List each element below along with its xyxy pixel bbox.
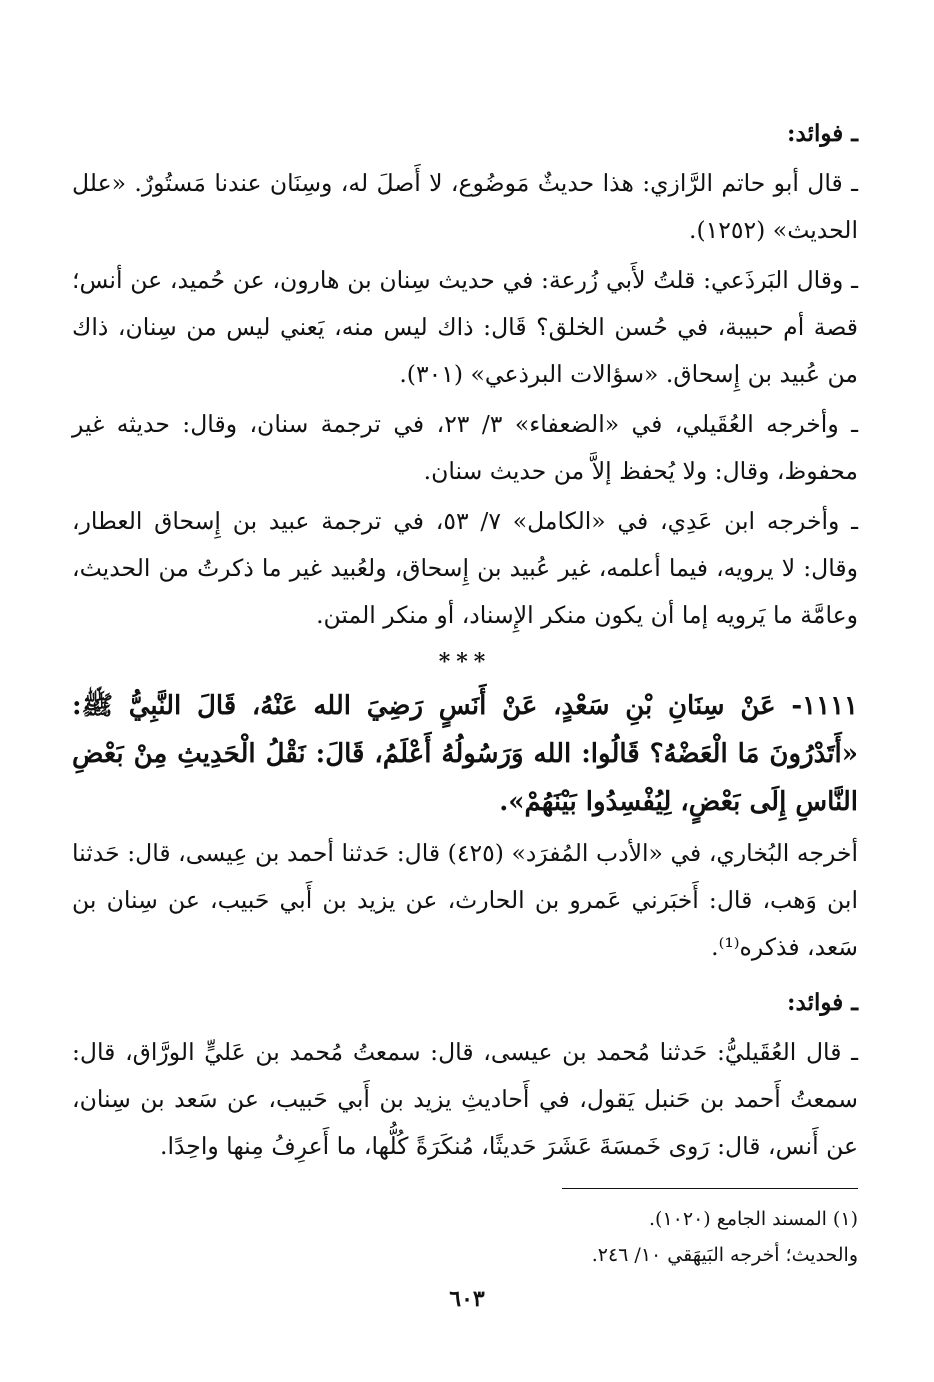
hadith-text: ١١١١- عَنْ سِنَانِ بْنِ سَعْدٍ، عَنْ أَنَسٍ رَضِيَ الله عَنْهُ، قَالَ النَّبِيُّ ﷺ: «أَتَدْرُونَ مَا الْعَضْهُ؟ قَالُوا: الله وَرَسُولُهُ أَعْلَمُ، قَالَ: نَقْلُ الْحَدِيثِ مِنْ بَعْضِ النَّاسِ إِلَى بَعْضٍ، لِيُفْسِدُوا بَيْنَهُمْ».	[72, 691, 858, 817]
footnote-item: (١) المسند الجامع (١٠٢٠).	[649, 1208, 858, 1230]
fawaid-paragraph: ـ قال أبو حاتم الرَّازي: هذا حديثٌ مَوضُوع، لا أَصلَ له، وسِنَان عندنا مَستُورٌ. «علل الحديث» (١٢٥٢).	[72, 169, 858, 244]
fawaid-paragraph: ـ وأخرجه العُقَيلي، في «الضعفاء» ٣/ ٢٣، في ترجمة سنان، وقال: حديثه غير محفوظ، وقال: ولا يُحفظ إلاَّ من حديث سنان.	[72, 410, 859, 485]
main-text	[72, 108, 858, 1170]
page-number: ٦٠٣	[449, 1286, 485, 1312]
footnote-divider	[562, 1188, 858, 1189]
footnotes	[72, 1201, 858, 1273]
section-separator: ***	[438, 649, 492, 675]
fawaid-paragraph: ـ قال العُقَيليُّ: حَدثنا مُحمد بن عيسى، قال: سمعتُ مُحمد بن عَليٍّ الورَّاق، قال: سمعتُ أَحمد بن حَنبل يَقول، في أَحاديثِ يزيد بن أَبي حَبيب، عن سَعد بن سِنان، عن أَنس، قال: رَوى خَمسَةَ عَشَرَ حَديثًا، مُنكَرَةً كُلُّها، ما أَعرِفُ مِنها واحِدًا.	[72, 1038, 858, 1160]
takhrij-paragraph: أخرجه البُخاري، في «الأدب المُفرَد» (٤٢٥) قال: حَدثنا أحمد بن عِيسى، قال: حَدثنا ابن وَهب، قال: أَخبَرني عَمرو بن الحارث، عن يزيد بن أَبي حَبيب، عن سِنان بن سَعد، فذكره⁽¹⁾.	[72, 839, 858, 961]
fawaid-heading: ـ فوائد:	[787, 989, 858, 1016]
fawaid-heading: ـ فوائد:	[787, 120, 858, 147]
fawaid-paragraph: ـ وقال البَرذَعي: قلتُ لأَبي زُرعة: في حديث سِنان بن هارون، عن حُميد، عن أنس؛ قصة أم حبيبة، في حُسن الخلق؟ قَال: ذاك ليس منه، يَعني ليس من سِنان، ذاك من عُبيد بن إِسحاق. «سؤالات البرذعي» (٣٠١).	[72, 266, 858, 388]
footnote-item: والحديث؛ أخرجه البَيهَقي ١٠/ ٢٤٦.	[591, 1244, 858, 1266]
fawaid-paragraph: ـ وأخرجه ابن عَدِي، في «الكامل» ٧/ ٥٣، في ترجمة عبيد بن إِسحاق العطار، وقال: لا يرويه، فيما أعلمه، غير عُبيد بن إِسحاق، ولعُبيد غير ما ذكرتُ من الحديث، وعامَّة ما يَرويه إما أن يكون منكر الإِسناد، أو منكر المتن.	[72, 507, 858, 629]
